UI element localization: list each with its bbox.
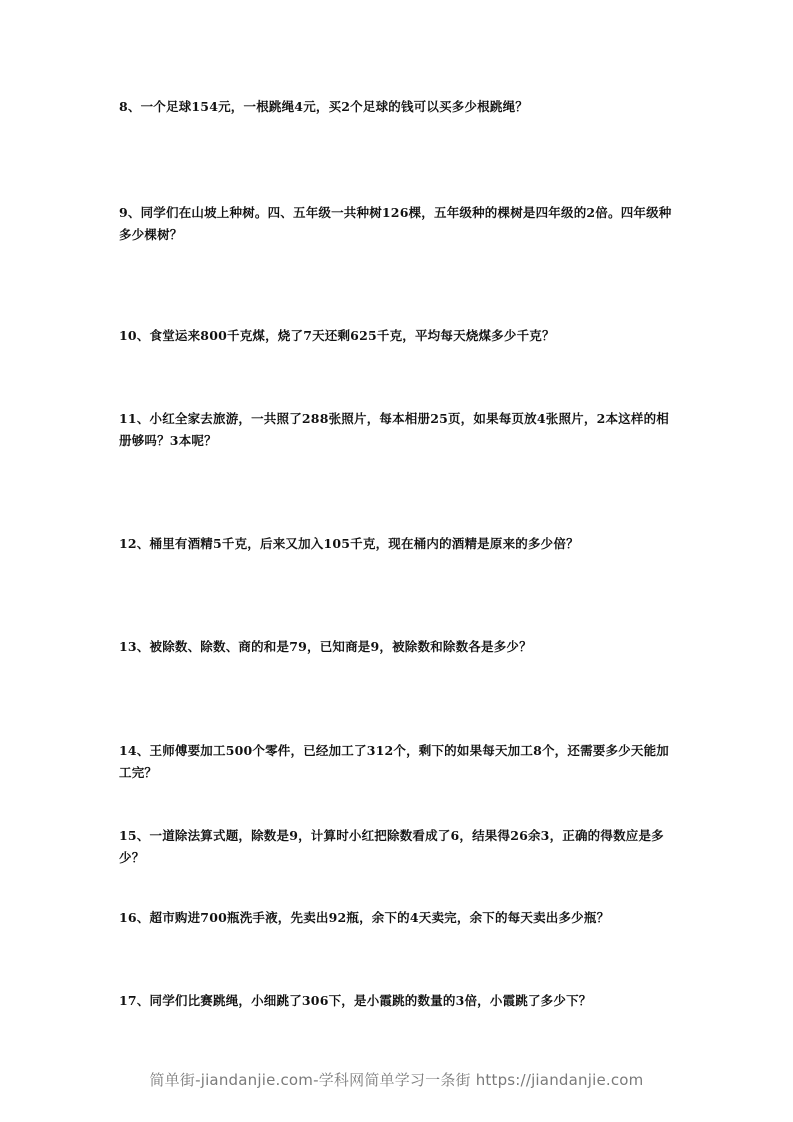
question-10: 10、食堂运来800千克煤，烧了7天还剩625千克，平均每天烧煤多少千克？ — [119, 328, 555, 343]
question-12: 12、桶里有酒精5千克，后来又加入105千克，现在桶内的酒精是原来的多少倍？ — [119, 536, 579, 551]
question-14: 14、王师傅要加工500个零件，已经加工了312个，剩下的如果每天加工8个，还需要多少天能加工完？ — [119, 743, 669, 780]
question-15: 15、一道除法算式题，除数是9，计算时小红把除数看成了6，结果得26余3，正确的得数应是多少？ — [119, 828, 664, 865]
question-9: 9、同学们在山坡上种树。四、五年级一共种树126棵，五年级种的棵树是四年级的2倍。四年级种多少棵树？ — [119, 205, 672, 242]
question-16: 16、超市购进700瓶洗手液，先卖出92瓶，余下的4天卖完，余下的每天卖出多少瓶？ — [119, 910, 610, 925]
question-11: 11、小红全家去旅游，一共照了288张照片，每本相册25页，如果每页放4张照片，2本这样的相册够吗？3本呢？ — [119, 411, 669, 448]
question-17: 17、同学们比赛跳绳，小细跳了306下，是小霞跳的数量的3倍，小霞跳了多少下？ — [119, 993, 592, 1008]
footer-watermark: 简单街-jiandanjie.com-学科网简单学习一条街 https://jiandanjie.com — [149, 1071, 644, 1089]
question-13: 13、被除数、除数、商的和是79，已知商是9，被除数和除数各是多少？ — [119, 639, 532, 654]
question-8: 8、一个足球154元，一根跳绳4元，买2个足球的钱可以买多少根跳绳？ — [119, 99, 528, 114]
